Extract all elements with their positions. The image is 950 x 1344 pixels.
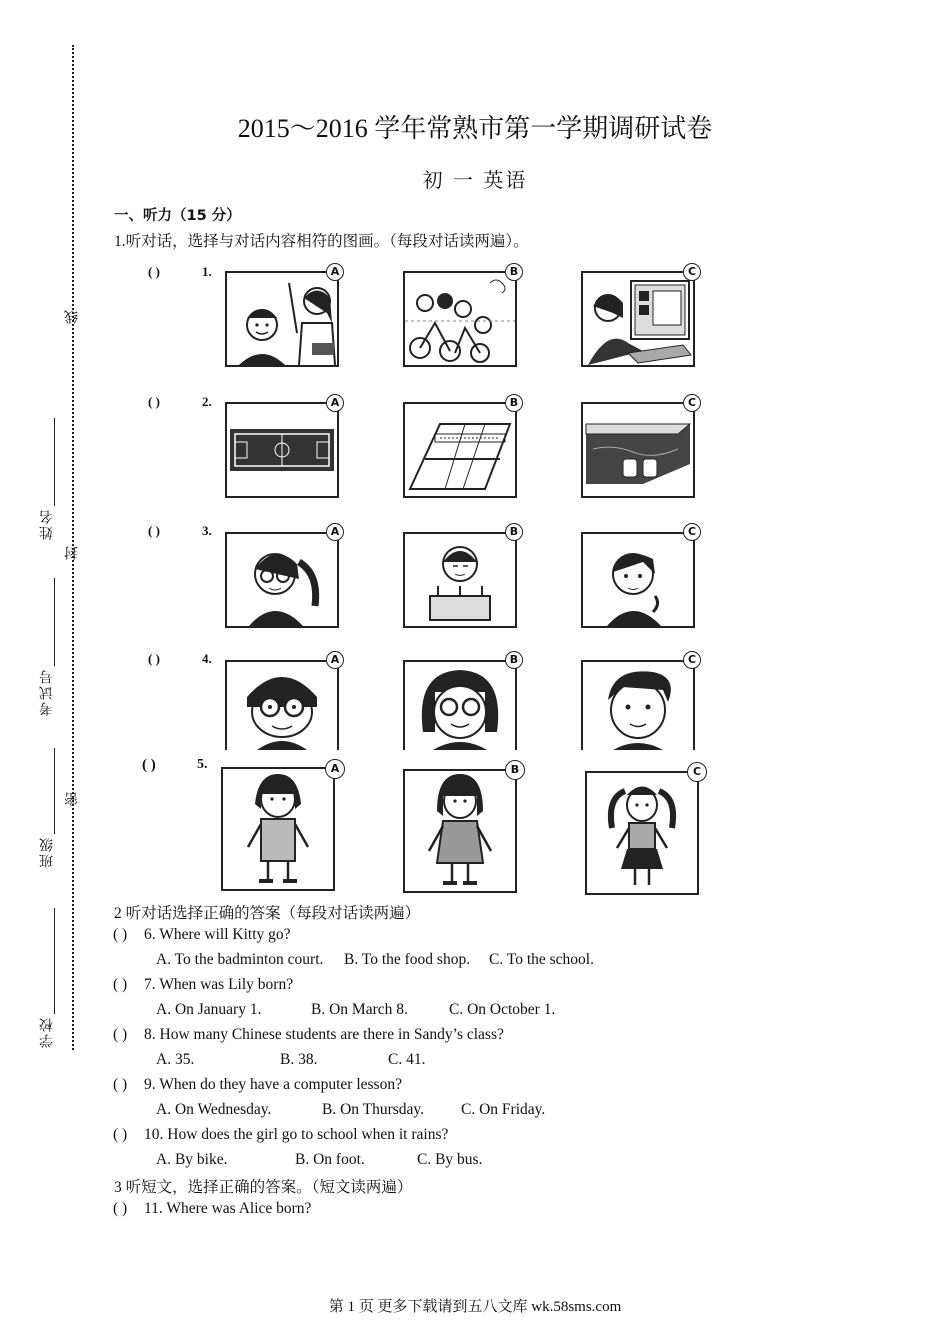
exam-number-field-label: 考试号 (40, 668, 55, 716)
tennis-court-picture[interactable] (403, 402, 517, 498)
school-field-label: 学校 (40, 1016, 55, 1048)
option-a[interactable]: A. On January 1. (156, 1001, 262, 1018)
page-title: 2015～2016 学年常熟市第一学期调研试卷 (237, 114, 713, 143)
bicycle-ride-picture[interactable] (403, 271, 517, 367)
question-text: 11. Where was Alice born? (144, 1200, 312, 1217)
question-number: 5. (197, 757, 208, 772)
option-b-badge: B (505, 760, 525, 780)
girl-glasses-picture[interactable] (403, 660, 517, 750)
answer-blank[interactable]: ( ) (113, 1076, 128, 1093)
option-c[interactable]: C. To the school. (489, 951, 594, 968)
page-subtitle: 初 一 英语 (422, 168, 528, 192)
answer-blank[interactable]: ( ) (148, 651, 160, 666)
question-number: 2. (202, 394, 212, 409)
option-c[interactable]: C. On October 1. (449, 1001, 556, 1018)
answer-blank[interactable]: ( ) (113, 1200, 128, 1217)
part1-instruction: 1.听对话，选择与对话内容相符的图画。（每段对话读两遍）。 (114, 233, 529, 250)
option-b[interactable]: B. To the food shop. (344, 951, 471, 968)
answer-blank[interactable]: ( ) (148, 264, 160, 279)
computer-picture[interactable] (581, 271, 695, 367)
option-a[interactable]: A. To the badminton court. (156, 951, 324, 968)
option-b[interactable]: B. On foot. (295, 1151, 365, 1168)
answer-blank[interactable]: ( ) (148, 523, 160, 538)
option-b[interactable]: B. On Thursday. (322, 1101, 425, 1118)
option-c[interactable]: C. On Friday. (461, 1101, 546, 1118)
name-field-line[interactable] (54, 418, 55, 506)
option-b[interactable]: B. On March 8. (311, 1001, 408, 1018)
question-text: 9. When do they have a computer lesson? (144, 1076, 402, 1093)
school-field-line[interactable] (54, 908, 55, 1014)
question-text: 10. How does the girl go to school when it rains? (144, 1126, 449, 1143)
answer-blank[interactable]: ( ) (113, 1026, 128, 1043)
girl-dress-picture[interactable] (403, 769, 517, 893)
swimming-pool-picture[interactable] (581, 402, 695, 498)
answer-blank[interactable]: ( ) (113, 1126, 128, 1143)
part2-instruction: 2 听对话选择正确的答案（每段对话读两遍） (114, 905, 421, 922)
option-a-badge: A (326, 523, 344, 541)
question-text: 7. When was Lily born? (144, 976, 294, 993)
option-a[interactable]: A. On Wednesday. (156, 1101, 272, 1118)
boy-thinking-picture[interactable] (581, 532, 695, 628)
class-field-label: 班级 (40, 836, 55, 868)
option-a-badge: A (326, 651, 344, 669)
name-field-label: 姓名 (40, 508, 55, 540)
answer-blank[interactable]: ( ) (148, 394, 160, 409)
option-b-badge: B (505, 651, 523, 669)
exam-number-field-line[interactable] (54, 578, 55, 666)
phone-call-picture[interactable] (225, 271, 339, 367)
margin-label-seal: 封 (65, 544, 80, 560)
section-heading: 一、听力（15 分） (114, 208, 241, 224)
margin-label-secret: 密 (65, 790, 80, 806)
option-c-badge: C (683, 523, 701, 541)
girl-short-hair-picture[interactable] (221, 767, 335, 891)
answer-blank[interactable]: ( ) (142, 757, 156, 773)
question-text: 6. Where will Kitty go? (144, 926, 291, 943)
answer-blank[interactable]: ( ) (113, 926, 128, 943)
girl-birthday-cake-picture[interactable] (403, 532, 517, 628)
margin-label-line: 线 (65, 308, 80, 324)
option-a-badge: A (325, 759, 345, 779)
boy-glasses-picture[interactable] (225, 660, 339, 750)
option-a-badge: A (326, 263, 344, 281)
answer-blank[interactable]: ( ) (113, 976, 128, 993)
girl-glasses-ponytail-picture[interactable] (225, 532, 339, 628)
option-c-badge: C (687, 762, 707, 782)
question-number: 1. (202, 264, 212, 279)
option-c-badge: C (683, 394, 701, 412)
girl-pigtails-picture[interactable] (585, 771, 699, 895)
option-a[interactable]: A. 35. (156, 1051, 195, 1068)
question-number: 4. (202, 651, 212, 666)
option-b[interactable]: B. 38. (280, 1051, 318, 1068)
football-field-picture[interactable] (225, 402, 339, 498)
question-text: 8. How many Chinese students are there in Sandy’s class? (144, 1026, 504, 1043)
option-a[interactable]: A. By bike. (156, 1151, 228, 1168)
option-b-badge: B (505, 394, 523, 412)
option-b-badge: B (505, 263, 523, 281)
page-footer: 第 1 页 更多下载请到五八文库 wk.58sms.com (328, 1299, 622, 1315)
option-c[interactable]: C. 41. (388, 1051, 426, 1068)
option-b-badge: B (505, 523, 523, 541)
question-number: 3. (202, 523, 212, 538)
option-a-badge: A (326, 394, 344, 412)
option-c[interactable]: C. By bus. (417, 1151, 483, 1168)
boy-no-glasses-picture[interactable] (581, 660, 695, 750)
option-c-badge: C (683, 263, 701, 281)
option-c-badge: C (683, 651, 701, 669)
part3-instruction: 3 听短文，选择正确的答案。（短文读两遍） (114, 1179, 413, 1196)
class-field-line[interactable] (54, 748, 55, 834)
